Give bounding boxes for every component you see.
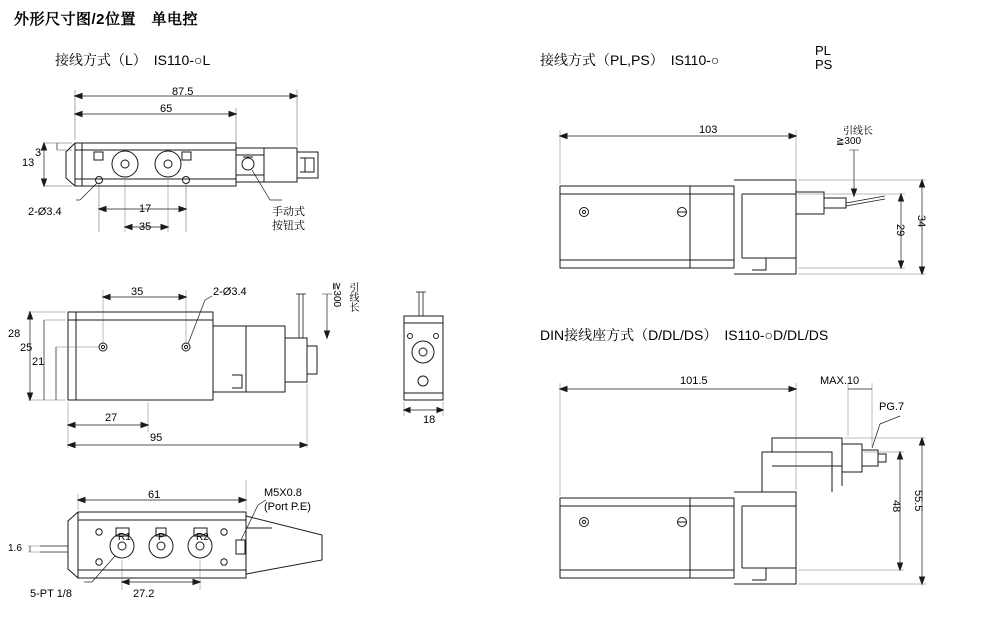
dim-din-max: MAX.10 xyxy=(820,375,860,387)
dim-side-hole-note: 2-Ø3.4 xyxy=(213,286,247,298)
dim-side-height-a: 28 xyxy=(8,328,21,340)
section-label-pl-ps-suffix xyxy=(815,44,832,73)
din-view-geometry xyxy=(560,383,926,584)
dim-end-width: 18 xyxy=(423,414,436,426)
section-label-left: 接线方式（L） IS110-○L xyxy=(55,52,211,68)
dim-side-base-len: 27 xyxy=(105,412,118,424)
section-label-din: DIN接线座方式（D/DL/DS） IS110-○D/DL/DS xyxy=(540,327,829,343)
dim-plps-height-b: 29 xyxy=(894,224,906,237)
callout-port xyxy=(264,487,311,515)
callout-port-line1: M5X0.8 xyxy=(264,487,302,499)
dim-bottom-height: 1.6 xyxy=(8,543,22,554)
dim-din-height-b: 48 xyxy=(890,500,902,513)
dim-din-overall: 101.5 xyxy=(680,375,708,387)
port-label-p: P xyxy=(158,532,165,543)
side-view-geometry xyxy=(28,290,333,448)
dim-din-pg: PG.7 xyxy=(879,401,905,413)
dim-bottom-spacing: 27.2 xyxy=(133,588,155,600)
dim-bottom-thread: 5-PT 1/8 xyxy=(30,588,72,600)
dim-side-height-b: 25 xyxy=(20,342,33,354)
callout-port-line2: (Port P.E) xyxy=(264,500,311,513)
dim-top-hole-span: 35 xyxy=(139,221,152,233)
dim-bottom-overall: 61 xyxy=(148,489,161,501)
dim-side-overall: 95 xyxy=(150,432,163,444)
suffix-pl: PL xyxy=(815,43,831,58)
dim-side-height-c: 21 xyxy=(32,356,45,368)
callout-manual xyxy=(272,206,305,234)
pl-ps-view-geometry xyxy=(560,130,926,274)
dim-top-inner: 65 xyxy=(160,103,173,115)
port-label-r2: R2 xyxy=(196,532,209,543)
dim-plps-lead-len: ≧300 xyxy=(836,136,862,147)
suffix-ps: PS xyxy=(815,57,833,73)
dim-top-hole-spacing: 17 xyxy=(139,203,152,215)
dim-top-height-b: 3 xyxy=(35,147,42,159)
dim-top-hole-note: 2-Ø3.4 xyxy=(28,206,62,218)
end-view-geometry xyxy=(404,292,443,416)
dim-plps-lead-label: 引线长 xyxy=(843,126,873,137)
dim-side-lead-label: 引线长 xyxy=(347,282,358,312)
section-label-pl-ps: 接线方式（PL,PS） IS110-○ xyxy=(540,52,720,68)
dim-side-hole-span: 35 xyxy=(131,286,144,298)
dim-plps-overall: 103 xyxy=(699,124,718,136)
page-title: 外形尺寸图/2位置 单电控 xyxy=(14,11,199,28)
dim-din-height-a: 55.5 xyxy=(912,490,924,512)
dim-side-lead-len: ≧300 xyxy=(331,282,342,308)
dim-top-height-a: 13 xyxy=(22,157,35,169)
dim-top-overall: 87.5 xyxy=(172,86,194,98)
callout-manual-line2: 按钮式 xyxy=(272,219,305,232)
port-label-r1: R1 xyxy=(118,532,131,543)
callout-manual-line1: 手动式 xyxy=(272,206,305,218)
dim-plps-height-a: 34 xyxy=(915,215,927,228)
